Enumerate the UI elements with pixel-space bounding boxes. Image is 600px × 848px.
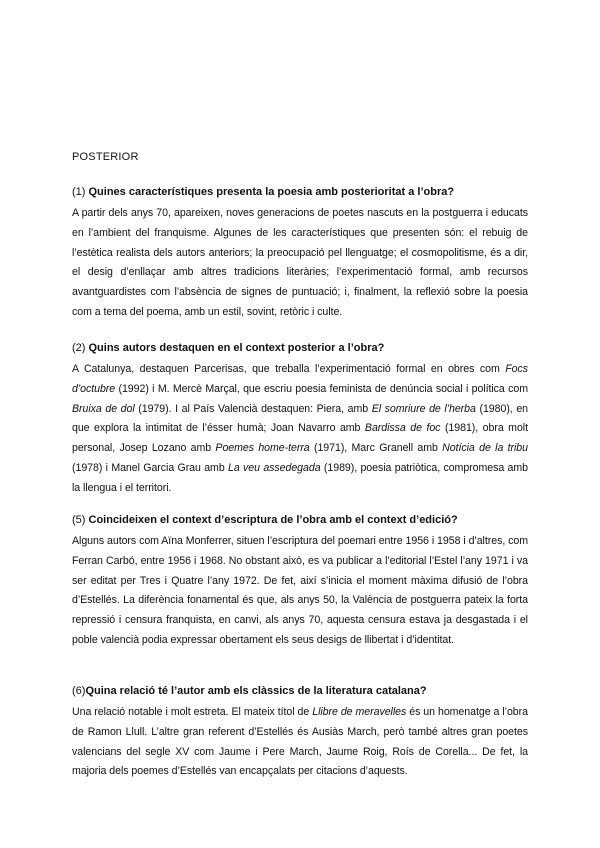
- work-title: La veu assedegada: [228, 461, 321, 474]
- answer-text: Una relació notable i molt estreta. El mateix títol de: [72, 706, 313, 718]
- question-text: Coincideixen el context d’escriptura de l’obra amb el context d’edició?: [88, 514, 458, 526]
- answer-paragraph: [72, 532, 528, 651]
- question-number: (1): [72, 186, 89, 198]
- work-title: Focs d’octubre: [72, 363, 528, 395]
- answer-paragraph: [72, 204, 528, 323]
- question-number: (5): [72, 514, 89, 526]
- question-number: (2): [72, 342, 89, 354]
- question-heading: [72, 184, 528, 200]
- answer-text: és un homenatge a l’obra de Ramon Llull. L’altre gran referent d’Estellés és Ausiàs March, però també altres gran poetes valencians del segle XV com Jaume i Pere March, Jaume Roig, Roís de Corella... De fet, la majoria dels poemes d’Estellés van encapçalats per citacions d’aquests.: [72, 706, 528, 778]
- work-title: Notícia de la tribu: [442, 442, 528, 455]
- question-block-1: [72, 184, 528, 323]
- question-text: Quines característiques presenta la poesia amb posterioritat a l’obra?: [88, 186, 455, 198]
- section-heading: POSTERIOR: [72, 151, 139, 163]
- answer-text: (1989), poesia patriòtica, compromesa amb la llengua i el territori.: [72, 461, 528, 494]
- work-title: Bruixa de dol: [72, 402, 135, 415]
- answer-text: A Catalunya, destaquen Parcerisas, que treballa l’experimentació formal en obres com: [72, 363, 506, 375]
- answer-text: (1980), en que explora la intimitat de l’ésser humà; Joan Navarro amb: [72, 402, 529, 435]
- answer-text: (1981), obra molt personal, Josep Lozano amb: [72, 422, 528, 455]
- work-title: Llibre de meravelles: [312, 706, 407, 718]
- answer-text: (1971), Marc Granell amb: [309, 442, 443, 455]
- work-title: Poemes home-terra: [215, 442, 310, 455]
- question-heading: [72, 512, 528, 528]
- question-text: Quins autors destaquen en el context posterior a l’obra?: [88, 342, 385, 354]
- answer-text: Alguns autors com Aïna Monferrer, situen l’escriptura del poemari entre 1956 i 1958 i d’altres, com Ferran Carbó, entre 1956 i 1968. No obstant això, es va publicar a l’editorial l’Estel l’any 1971 i va ser editat per Tres i Quatre l’any 1972. De fet, així s’inicia el moment màxima difusió de l’obra d’Estellés. La diferència fonamental és que, als anys 50, la València de postguerra pateix la forta repressió i censura franquista, en canvi, als anys 70, aquesta censura estava ja desgastada i el poble valencià podia expressar obertament els seus desigs de llibertat i d’identitat.: [72, 535, 528, 646]
- answer-text: (1992) i M. Mercè Marçal, que escriu poesia feminista de denúncia social i política com: [115, 382, 528, 395]
- question-text: Quina relació té l’autor amb els clàssics de la literatura catalana?: [85, 685, 427, 697]
- work-title: Bardissa de foc: [364, 422, 441, 435]
- question-number: (6): [72, 685, 86, 697]
- answer-paragraph: [72, 360, 528, 499]
- work-title: El somriure de l’herba: [371, 402, 476, 415]
- question-block-6: [72, 683, 528, 782]
- answer-text: (1979). I al País Valencià destaquen: Piera, amb: [134, 402, 372, 415]
- question-block-5: [72, 512, 528, 651]
- question-block-2: [72, 340, 528, 499]
- answer-paragraph: [72, 703, 528, 782]
- answer-text: A partir dels anys 70, apareixen, noves generacions de poetes nascuts en la postguerra i educats en l’ambient del franquisme. Algunes de les característiques que presenten són: el rebuig de l’estètica realista dels autors anteriors; la preocupació pel llenguatge; el cosmopolitisme, és a dir, el desig d’enllaçar amb altres tradicions literàries; l’experimentació formal, amb recursos avantguardistes com l’absència de signes de puntuació; i, finalment, la reflexió sobre la poesia com a tema del poema, amb un estil, sovint, retòric i culte.: [72, 207, 528, 318]
- question-heading: [72, 683, 528, 699]
- question-heading: [72, 340, 528, 356]
- answer-text: (1978) i Manel Garcia Grau amb: [72, 461, 229, 474]
